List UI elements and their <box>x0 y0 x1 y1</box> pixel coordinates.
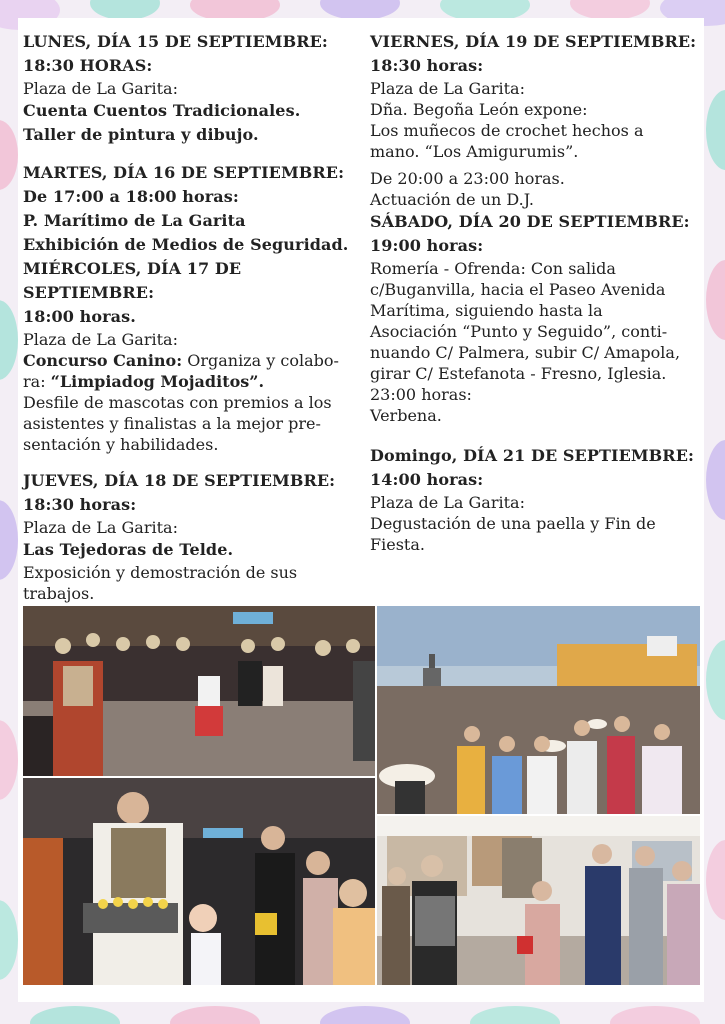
program-sheet <box>18 18 704 1002</box>
event-time: 18:30 HORAS: <box>23 56 153 75</box>
event-description: Asociación “Punto y Seguido”, conti- <box>370 322 668 341</box>
contest-label: Concurso Canino: <box>23 351 183 370</box>
day-heading: MIÉRCOLES, DÍA 17 DE SEPTIEMBRE: <box>23 259 242 302</box>
event-description: Romería - Ofrenda: Con salida <box>370 259 616 278</box>
event-time: 18:00 horas. <box>23 307 136 326</box>
event-place: Plaza de La Garita: <box>370 493 525 512</box>
event-place: Plaza de La Garita: <box>23 79 178 98</box>
event-place: Plaza de La Garita: <box>23 518 178 537</box>
contest-line <box>23 350 357 371</box>
event-title: Las Tejedoras de Telde. <box>23 540 234 559</box>
section-martes <box>23 161 357 257</box>
section-sabado <box>370 210 704 426</box>
contest-text: Organiza y colabo- <box>182 351 339 370</box>
event-description: De 20:00 a 23:00 horas. <box>370 169 565 188</box>
event-time: 18:30 horas: <box>23 495 137 514</box>
event-time: 23:00 horas: <box>370 385 472 404</box>
section-jueves <box>23 469 357 604</box>
event-description: asistentes y finalistas a la mejor pre- <box>23 414 321 433</box>
event-description: Dña. Begoña León expone: <box>370 100 588 119</box>
event-title: Exhibición de Medios de Seguridad. <box>23 235 349 254</box>
event-place: Plaza de La Garita: <box>23 330 178 349</box>
day-heading: Domingo, DÍA 21 DE SEPTIEMBRE: <box>370 446 695 465</box>
event-place: Plaza de La Garita: <box>370 79 525 98</box>
event-description: Degustación de una paella y Fin de <box>370 514 656 533</box>
folk-costume-man-serving-food-photo <box>23 778 375 985</box>
contest-name: “Limpiadog Mojaditos”. <box>50 372 265 391</box>
day-heading: JUEVES, DÍA 18 DE SEPTIEMBRE: <box>23 471 336 490</box>
event-title: Taller de pintura y dibujo. <box>23 125 259 144</box>
event-description: Desfile de mascotas con premios a los <box>23 393 332 412</box>
event-description: nuando C/ Palmera, subir C/ Amapola, <box>370 343 681 362</box>
event-description: trabajos. <box>23 584 95 603</box>
event-description: Verbena. <box>370 406 442 425</box>
event-description: mano. “Los Amigurumis”. <box>370 142 579 161</box>
event-description: Los muñecos de crochet hechos a <box>370 121 644 140</box>
event-description: c/Buganvilla, hacia el Paseo Avenida <box>370 280 666 299</box>
contest-text: ra: <box>23 372 51 391</box>
event-time: 19:00 horas: <box>370 236 484 255</box>
section-domingo <box>370 444 704 555</box>
event-description: Marítima, siguiendo hasta la <box>370 301 603 320</box>
event-description: sentación y habilidades. <box>23 435 219 454</box>
seaside-pilgrimage-crowd-photo <box>377 606 700 814</box>
event-description: girar C/ Estefanota - Fresno, Iglesia. <box>370 364 667 383</box>
event-title: Cuenta Cuentos Tradicionales. <box>23 101 301 120</box>
day-heading: SÁBADO, DÍA 20 DE SEPTIEMBRE: <box>370 212 690 231</box>
night-street-folk-dance-photo <box>23 606 375 776</box>
exhibition-room-visitors-photo <box>377 816 700 985</box>
event-description: Actuación de un D.J. <box>370 190 534 209</box>
event-place: P. Marítimo de La Garita <box>23 211 246 230</box>
day-heading: LUNES, DÍA 15 DE SEPTIEMBRE: <box>23 32 328 51</box>
contest-line <box>23 371 357 392</box>
day-heading: VIERNES, DÍA 19 DE SEPTIEMBRE: <box>370 32 697 51</box>
left-column <box>23 30 357 604</box>
day-heading: MARTES, DÍA 16 DE SEPTIEMBRE: <box>23 163 345 182</box>
section-viernes <box>370 30 704 210</box>
event-time: 18:30 horas: <box>370 56 484 75</box>
event-time: 14:00 horas: <box>370 470 484 489</box>
event-time: De 17:00 a 18:00 horas: <box>23 187 239 206</box>
section-miercoles <box>23 257 357 455</box>
right-column <box>370 30 704 555</box>
event-description: Fiesta. <box>370 535 425 554</box>
event-description: Exposición y demostración de sus <box>23 563 298 582</box>
section-lunes <box>23 30 357 147</box>
